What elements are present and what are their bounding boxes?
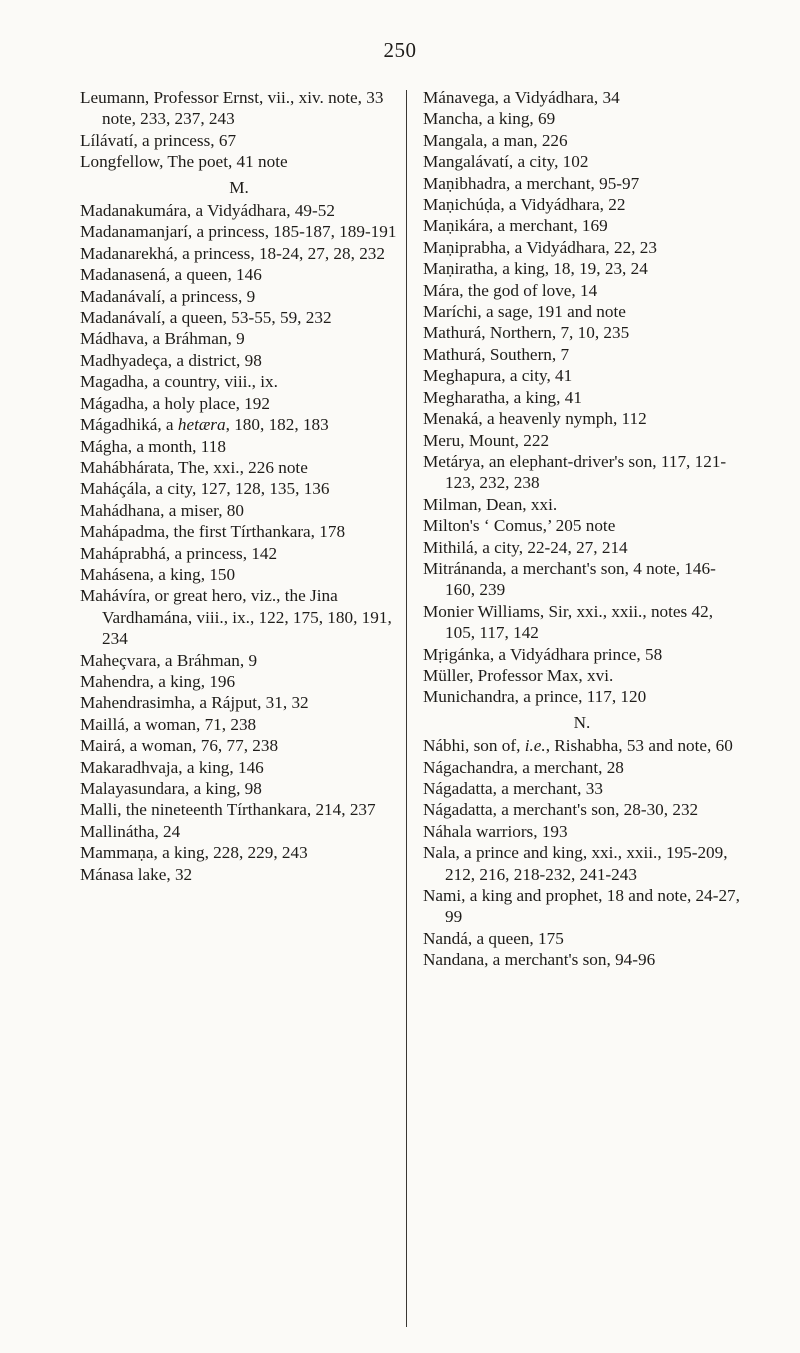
index-entry: Maṇikára, a merchant, 169: [423, 216, 608, 236]
index-entry: Mancha, a king, 69: [423, 109, 556, 129]
index-entry: Monier Williams, Sir, xxi., xxii., notes 42, 105, 117, 142: [423, 601, 714, 643]
index-entry: Maṇiprabha, a Vidyádhara, 22, 23: [423, 237, 657, 257]
index-entry: Mahendrasimha, a Rájput, 31, 32: [80, 693, 309, 713]
index-entry: Milman, Dean, xxi.: [423, 494, 558, 514]
index-entry: Mammaṇa, a king, 228, 229, 243: [80, 843, 308, 863]
index-entry: Maṇichúḍa, a Vidyádhara, 22: [423, 195, 626, 215]
index-entry: Mádhava, a Bráhman, 9: [80, 329, 245, 349]
index-entry: Nágadatta, a merchant, 33: [423, 779, 603, 798]
index-entry: Nandana, a merchant's son, 94-96: [423, 950, 656, 970]
index-entry: Mangala, a man, 226: [423, 130, 568, 150]
index-entry: Mahádhana, a miser, 80: [80, 500, 244, 520]
index-entry: Mathurá, Southern, 7: [423, 344, 570, 364]
right-index-column: [423, 87, 741, 971]
index-entry: Megharatha, a king, 41: [423, 387, 582, 407]
left-index-column: [80, 87, 398, 885]
index-entry: Nami, a king and prophet, 18 and note, 24-27, 99: [423, 886, 740, 927]
index-entry: Mallinátha, 24: [80, 821, 181, 841]
index-entry: Lílávatí, a princess, 67: [80, 130, 237, 150]
index-entry: Madanasená, a queen, 146: [80, 265, 262, 285]
index-entry: Mahábhárata, The, xxi., 226 note: [80, 457, 308, 477]
section-letter-heading: M.: [229, 177, 249, 197]
index-entry: Mithilá, a city, 22-24, 27, 214: [423, 537, 628, 557]
index-entry-tail: , 180, 182, 183: [225, 415, 329, 435]
index-entry: Mṛigánka, a Vidyádhara prince, 58: [423, 644, 663, 664]
index-entry: Madanakumára, a Vidyádhara, 49-52: [80, 201, 335, 221]
index-entry: Madanarekhá, a princess, 18-24, 27, 28, 232: [80, 243, 385, 263]
section-letter-heading: N.: [573, 712, 591, 732]
index-entry-tail: , Rishabha, 53 and note, 60: [545, 736, 733, 756]
index-entry: Nala, a prince and king, xxi., xxii., 195-209, 212, 216, 218-232, 241-243: [423, 843, 728, 884]
index-entry: Maṇiratha, a king, 18, 19, 23, 24: [423, 259, 648, 279]
index-entry: Mairá, a woman, 76, 77, 238: [80, 736, 279, 756]
index-entry: Madanávalí, a princess, 9: [80, 286, 256, 306]
index-entry: Malayasundara, a king, 98: [80, 779, 262, 798]
index-entry-text: Nábhi, son of,: [423, 736, 525, 756]
index-entry: Maháçála, a city, 127, 128, 135, 136: [80, 479, 330, 499]
index-entry: [80, 414, 398, 435]
index-entry: Menaká, a heavenly nymph, 112: [423, 409, 647, 429]
index-entry: Meru, Mount, 222: [423, 430, 550, 450]
index-entry: Maháprabhá, a princess, 142: [80, 543, 278, 563]
index-entry: Mára, the god of love, 14: [423, 280, 598, 300]
index-entry: Leumann, Professor Ernst, vii., xiv. note, 33 note, 233, 237, 243: [80, 88, 384, 129]
index-entry: Nágachandra, a merchant, 28: [423, 757, 624, 777]
index-entry: Mánasa lake, 32: [80, 864, 193, 884]
index-entry: Mahásena, a king, 150: [80, 564, 236, 584]
index-entry: Mahávíra, or great hero, viz., the Jina Vardhamána, viii., ix., 122, 175, 180, 191, 234: [80, 586, 392, 649]
column-divider: [406, 90, 407, 1327]
index-entry: Maṇibhadra, a merchant, 95-97: [423, 173, 640, 193]
index-entry-italic: i.e.: [524, 736, 546, 756]
index-entry: Magadha, a country, viii., ix.: [80, 372, 278, 392]
index-entry: Müller, Professor Max, xvi.: [423, 665, 614, 685]
index-entry: Longfellow, The poet, 41 note: [80, 152, 288, 172]
index-entry: [423, 735, 741, 756]
index-entry-text: Mágadhiká, a: [80, 415, 178, 435]
index-entry: Mágha, a month, 118: [80, 436, 226, 456]
index-entry: Madhyadeça, a district, 98: [80, 350, 262, 370]
index-entry: Milton's ‘ Comus,’ 205 note: [423, 516, 616, 536]
index-entry: Mangalávatí, a city, 102: [423, 152, 589, 172]
index-entry: Mahápadma, the first Tírthankara, 178: [80, 522, 346, 542]
index-entry: Mathurá, Northern, 7, 10, 235: [423, 323, 630, 343]
index-entry: Munichandra, a prince, 117, 120: [423, 687, 647, 707]
index-entry: Madanávalí, a queen, 53-55, 59, 232: [80, 308, 332, 328]
index-entry: Nágadatta, a merchant's son, 28-30, 232: [423, 800, 699, 820]
index-entry-italic: hetæra: [177, 415, 226, 435]
index-entry: Maillá, a woman, 71, 238: [80, 714, 257, 734]
index-entry: Metárya, an elephant-driver's son, 117, 121-123, 232, 238: [423, 451, 727, 493]
index-entry: Nandá, a queen, 175: [423, 928, 564, 948]
page-number: 250: [383, 38, 417, 62]
index-entry: Meghapura, a city, 41: [423, 366, 573, 386]
index-entry: Madanamanjarí, a princess, 185-187, 189-191: [80, 222, 397, 242]
index-entry: Maríchi, a sage, 191 and note: [423, 302, 626, 322]
index-entry: Náhala warriors, 193: [423, 821, 568, 841]
index-entry: Mánavega, a Vidyádhara, 34: [423, 88, 620, 107]
index-entry: Malli, the nineteenth Tírthankara, 214, 237: [80, 800, 376, 820]
index-entry: Maheçvara, a Bráhman, 9: [80, 650, 258, 670]
index-entry: Makaradhvaja, a king, 146: [80, 757, 264, 777]
index-entry: Mitránanda, a merchant's son, 4 note, 146-160, 239: [423, 558, 716, 600]
index-entry: Mahendra, a king, 196: [80, 671, 236, 691]
index-entry: Mágadha, a holy place, 192: [80, 393, 270, 413]
